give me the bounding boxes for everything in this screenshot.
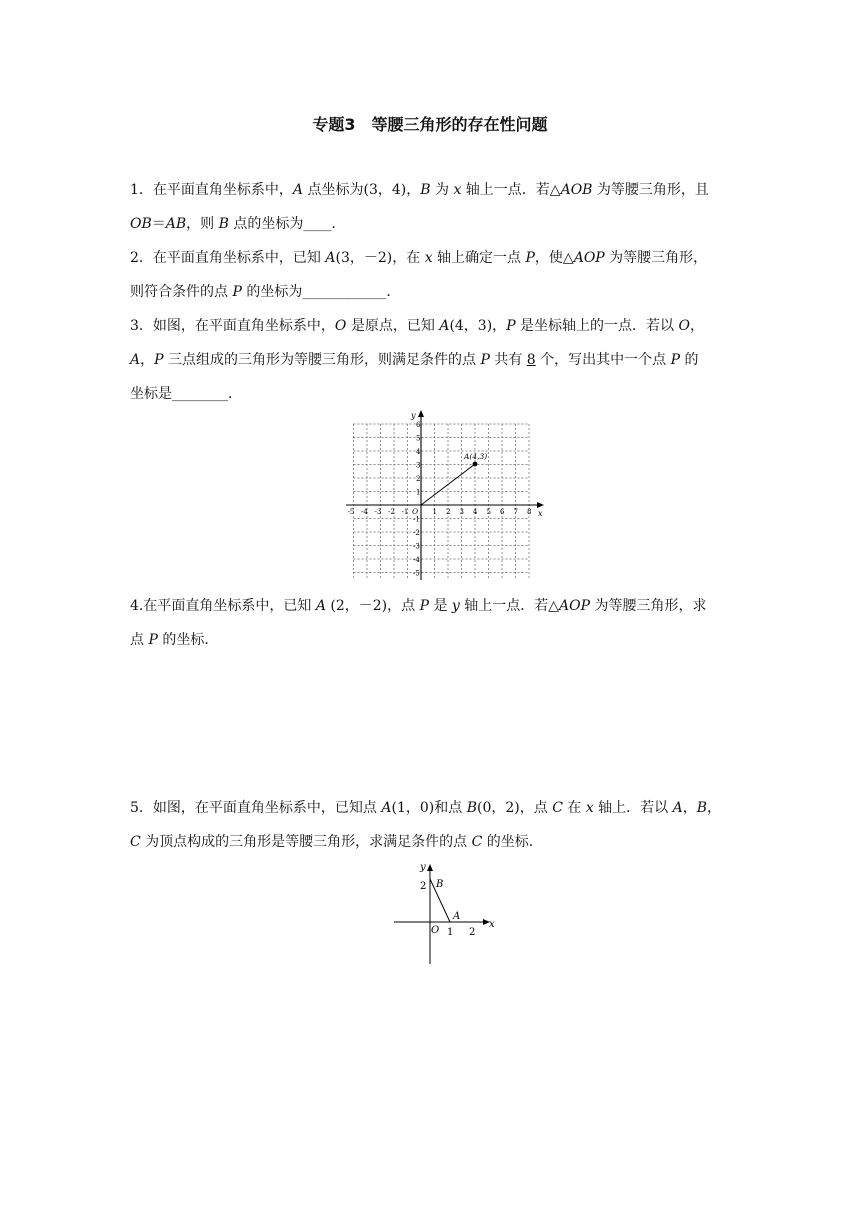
grid-lines — [354, 424, 530, 579]
y-tick-labels — [413, 421, 421, 578]
text: 2．在平面直角坐标系中，已知 — [130, 250, 326, 266]
var: A — [381, 800, 392, 816]
y-tick-label: 2 — [416, 475, 421, 483]
text: 在 — [562, 800, 586, 816]
text: ，使△ — [534, 250, 574, 266]
var: A — [439, 318, 450, 334]
y-tick-label: -1 — [413, 515, 420, 524]
y-axis-label: y — [411, 411, 416, 420]
text: (0，2)，点 — [476, 800, 553, 816]
var: AOP — [559, 598, 591, 614]
var: y — [451, 598, 460, 614]
text: ， — [690, 318, 704, 334]
text: 为等腰三角形，求 — [590, 598, 707, 614]
text: (2，－2)，点 — [325, 598, 420, 614]
q3-line-3 — [130, 384, 735, 404]
x-tick-label: 2 — [446, 508, 451, 516]
var: B — [696, 800, 708, 816]
point-A — [473, 462, 478, 467]
y-tick-label: -2 — [413, 529, 420, 537]
x-tick-label: -4 — [361, 508, 368, 516]
text: ，则 — [186, 216, 219, 232]
segment-OA — [421, 464, 475, 505]
var: AOB — [560, 182, 593, 198]
y-tick-label: -5 — [413, 569, 420, 578]
var: B — [218, 216, 229, 232]
x-tick-label: 6 — [500, 508, 505, 516]
text: 坐标是________． — [130, 386, 242, 402]
text: 的坐标． — [157, 632, 219, 648]
x-tick-label: -2 — [388, 508, 395, 516]
text: 为等腰三角形，且 — [592, 182, 709, 198]
var: P — [480, 352, 490, 368]
x-tick-labels — [348, 508, 532, 516]
var: x — [453, 182, 462, 198]
x-tick-label: 1 — [432, 508, 437, 516]
text: 的坐标. — [482, 834, 534, 850]
var: P — [154, 352, 164, 368]
tick-x-1: 1 — [447, 927, 454, 938]
text: 的 — [680, 352, 699, 368]
y-tick-label: 3 — [416, 461, 421, 470]
text: 三点组成的三角形为等腰三角形，则满足条件的点 — [163, 352, 481, 368]
text: 4.在平面直角坐标系中，已知 — [130, 598, 316, 614]
var: B — [420, 182, 431, 198]
text: 3．如图，在平面直角坐标系中， — [130, 318, 335, 334]
x-tick-label: 3 — [459, 508, 464, 516]
text: 点坐标为(3，4)， — [303, 182, 421, 198]
text: 点的坐标为____． — [228, 216, 346, 232]
var: P — [419, 598, 429, 614]
y-tick-label: -4 — [413, 556, 420, 564]
x-axis-arrow — [537, 502, 544, 508]
y-tick-label: 5 — [416, 434, 421, 443]
var: C — [130, 834, 141, 850]
var: AB — [165, 216, 187, 232]
q2-line-1 — [130, 248, 735, 268]
x-tick-label: 8 — [527, 508, 532, 516]
var: A — [672, 800, 683, 816]
y-axis-label: y — [420, 862, 426, 873]
var: P — [148, 632, 158, 648]
point-A-label: A — [453, 911, 461, 922]
tick-x-2: 2 — [469, 927, 476, 938]
x-tick-label: 4 — [473, 508, 478, 516]
q3-line-2 — [130, 350, 735, 370]
y-axis-arrow — [418, 410, 424, 417]
text: 是 — [429, 598, 452, 614]
var: A — [130, 352, 141, 368]
var: C — [552, 800, 563, 816]
text: 是原点，已知 — [346, 318, 440, 334]
var: O — [678, 318, 690, 334]
var: P — [670, 352, 681, 368]
var: A — [292, 182, 304, 198]
var: P — [506, 318, 516, 334]
x-tick-label: -3 — [374, 508, 382, 516]
text: ， — [707, 800, 722, 816]
answer-count: 8 — [526, 352, 536, 368]
tick-y-2: 2 — [420, 881, 427, 892]
var: A — [325, 250, 336, 266]
q1-line-2 — [130, 214, 735, 234]
q5-figure — [390, 858, 500, 968]
origin-label: O — [412, 507, 419, 516]
q4-line-1 — [130, 596, 735, 616]
y-tick-label: -3 — [413, 542, 420, 551]
q5-line-2 — [130, 832, 735, 852]
var: B — [466, 800, 477, 816]
q2-line-2 — [130, 282, 735, 302]
q4-line-2 — [130, 630, 735, 650]
text: ＝ — [151, 216, 166, 232]
text: 轴上．若以 — [593, 800, 673, 816]
text: 点 — [130, 632, 149, 648]
text: 共有 — [489, 352, 527, 368]
q3-grid-figure — [340, 408, 550, 583]
point-A-label: A(4,3) — [464, 452, 488, 461]
var: AOP — [573, 250, 605, 266]
x-axis-label: x — [489, 919, 495, 930]
text: 个，写出其中一个点 — [535, 352, 671, 368]
text: 为等腰三角形， — [604, 250, 708, 266]
text: (4，3)， — [449, 318, 507, 334]
text: 则符合条件的点 — [130, 284, 233, 300]
var: P — [232, 284, 242, 300]
x-axis-label: x — [538, 509, 543, 518]
text: 轴上确定一点 — [432, 250, 526, 266]
text: ， — [140, 352, 155, 368]
x-tick-label: 7 — [513, 508, 518, 516]
text: 轴上一点．若△ — [459, 598, 560, 614]
point-B-label: B — [436, 879, 444, 890]
text: (1，0)和点 — [391, 800, 467, 816]
text: ， — [682, 800, 697, 816]
text: 的坐标为____________． — [241, 284, 401, 300]
var: A — [315, 598, 326, 614]
var: x — [585, 800, 594, 816]
text: 为顶点构成的三角形是等腰三角形，求满足条件的点 — [140, 834, 472, 850]
text: 为 — [430, 182, 454, 198]
text: 5．如图，在平面直角坐标系中，已知点 — [130, 800, 382, 816]
text: (3，－2)，在 — [335, 250, 425, 266]
page-title: 专题3 等腰三角形的存在性问题 — [312, 115, 548, 134]
var: P — [525, 250, 535, 266]
x-tick-label: 5 — [486, 508, 491, 516]
y-tick-label: 1 — [416, 488, 421, 497]
y-tick-label: 6 — [416, 421, 421, 429]
x-tick-label: -5 — [347, 508, 355, 516]
var: C — [471, 834, 483, 850]
x-tick-label: -1 — [401, 508, 409, 516]
text: 轴上一点．若△ — [461, 182, 561, 198]
origin-label: O — [431, 925, 440, 936]
var: OB — [130, 216, 152, 232]
y-axis-arrow — [427, 864, 433, 871]
var: O — [334, 318, 347, 334]
q5-line-1 — [130, 798, 735, 818]
text: 是坐标轴上的一点．若以 — [515, 318, 679, 334]
q3-line-1 — [130, 316, 735, 336]
var: x — [424, 250, 433, 266]
text: 1．在平面直角坐标系中， — [130, 182, 293, 198]
q1-line-1 — [130, 180, 735, 200]
y-tick-label: 4 — [416, 448, 421, 456]
